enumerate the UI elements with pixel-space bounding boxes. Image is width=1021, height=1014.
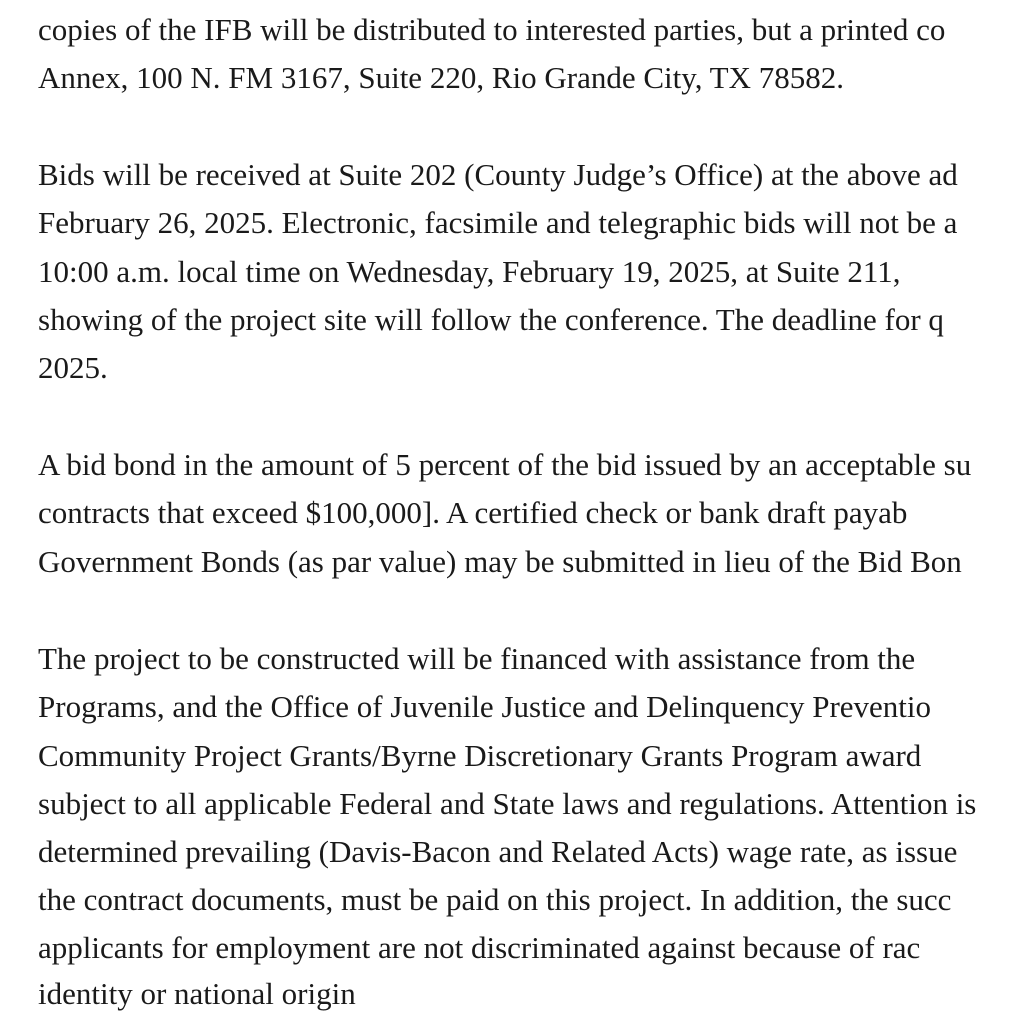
paragraph-2-line-1: Bids will be received at Suite 202 (County Judge’s Office) at the above ad	[38, 157, 958, 192]
paragraph-4-line-8: identity or national origin	[38, 976, 356, 1011]
paragraph-4-line-1: The project to be constructed will be financed with assistance from the	[38, 641, 916, 676]
paragraph-4-line-2: Programs, and the Office of Juvenile Justice and Delinquency Preventio	[38, 689, 932, 724]
paragraph-3-line-3: Government Bonds (as par value) may be submitted in lieu of the Bid Bon	[38, 544, 962, 579]
paragraph-2-line-2: February 26, 2025. Electronic, facsimile and telegraphic bids will not be a	[38, 205, 958, 240]
paragraph-4-line-3: Community Project Grants/Byrne Discretionary Grants Program award	[38, 738, 922, 773]
paragraph-4-line-5: determined prevailing (Davis-Bacon and Related Acts) wage rate, as issue	[38, 834, 958, 869]
paragraph-3-line-1: A bid bond in the amount of 5 percent of the bid issued by an acceptable su	[38, 447, 972, 482]
paragraph-4-line-7: applicants for employment are not discriminated against because of rac	[38, 930, 921, 965]
paragraph-2-line-3: 10:00 a.m. local time on Wednesday, February 19, 2025, at Suite 211,	[38, 254, 901, 289]
paragraph-1-line-2: Annex, 100 N. FM 3167, Suite 220, Rio Grande City, TX 78582.	[38, 60, 844, 95]
paragraph-2-line-5: 2025.	[38, 350, 108, 385]
paragraph-4-line-6: the contract documents, must be paid on this project. In addition, the succ	[38, 882, 952, 917]
paragraph-1-line-1: copies of the IFB will be distributed to interested parties, but a printed co	[38, 12, 946, 47]
paragraph-3-line-2: contracts that exceed $100,000]. A certified check or bank draft payab	[38, 495, 908, 530]
paragraph-4-line-4: subject to all applicable Federal and State laws and regulations. Attention is	[38, 786, 977, 821]
paragraph-2-line-4: showing of the project site will follow the conference. The deadline for q	[38, 302, 944, 337]
